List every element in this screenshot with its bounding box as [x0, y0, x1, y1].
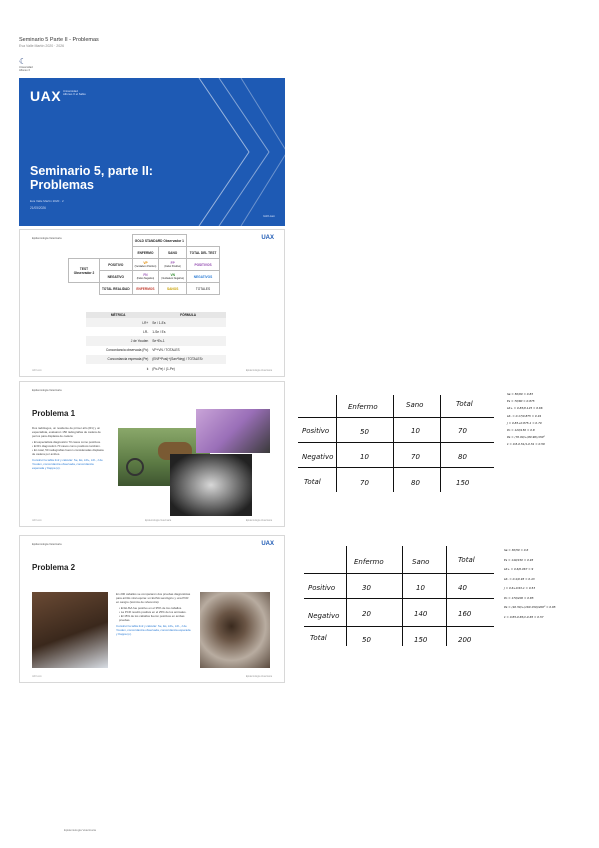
cell-positivos: POSITIVOS [187, 259, 220, 271]
gold-standard-header: GOLD STANDARD Observador 1 [132, 235, 186, 247]
handwritten-calcs-2: Se = 30/50 = 0.6 Es = 140/150 = 0.93 LR+ = 0.6/0.067 = 9 LR- = 0.4/0.93 = 0.43 J = 0.6+0.93-1 = 0.53 Po = 170/200 = 0.85 Pe = (40·50)+(160·150)/200² = 0.65 k = 0.85-0.65/1-0.65 = 0.57 [504, 548, 556, 619]
table-row: Concordancia observada (Po) VP+VN / TOTALES [105, 348, 180, 353]
handwritten-table-1 [298, 395, 494, 495]
slide-problem-2 [19, 535, 285, 683]
handwritten-calcs-1: Se = 50/60 = 0.83 Es = 70/80 = 0.875 LR+ = 0.83/0.125 = 6.66 LR- = 0.17/0.875 = 0.19 J = 0.83+0.875-1 = 0.70 Po = 120/150 = 0.8 Pe = (70·60)+(80·90)/150² k = 0.8-0.51/1-0.51 = 0.59 [507, 392, 545, 447]
col-enfermo: ENFERMO [132, 247, 159, 259]
list-item: • El 15% de los caballos fueron positivos en ambas pruebas. [119, 614, 185, 622]
hand-cell: 160 [458, 610, 472, 618]
row-total-realidad: TOTAL REALIDAD [100, 283, 133, 295]
col-sano: SANO [159, 247, 187, 259]
slide-author: Eva Valle Martín 2020 · 2 [30, 199, 64, 203]
hand-cell: 40 [458, 584, 467, 592]
metrics-col-metric: MÉTRICA [86, 312, 150, 318]
list-item: • La PCR resultó positiva en el 25% de los animales. [119, 610, 187, 614]
cell-vn: VN (Verdadero Negativo) [159, 271, 187, 283]
hand-cell: 70 [360, 479, 369, 487]
row-test-obs2: TEST Observador 2 [69, 259, 100, 283]
slide-footer-left: UAX.com [32, 520, 42, 522]
logo-line1: Universidad [19, 66, 33, 69]
brand-logo: UAX [261, 541, 274, 547]
hand-cell: 50 [362, 636, 371, 644]
hand-col-enfermo: Enfermo [348, 403, 378, 411]
brand-logo: UAX [30, 88, 62, 104]
hand-cell: 50 [360, 428, 369, 436]
slide-formulas [19, 229, 285, 377]
row-negativo: NEGATIVO [100, 271, 133, 283]
university-logo [19, 58, 39, 76]
hand-row-label: Positivo [302, 427, 330, 435]
hand-row-label: Total [304, 478, 321, 486]
brand-subtitle: Universidad Alfonso X el Sabio [63, 89, 86, 97]
hand-row-label: Positivo [308, 584, 336, 592]
table-row: k (Po-Pe) / (1-Pe) [146, 366, 175, 371]
table-row: Concordancia esperada (Pe) (ENF*Posi)+(San*Neg) / TOTALES² [86, 355, 226, 364]
cell-fp: FP (Falso Positivo) [159, 259, 187, 271]
list-item: • En total, 50 radiografías fueron consideradas displasia de cadera por ambos. [32, 448, 104, 456]
hip-xray-photo [170, 454, 252, 516]
metrics-table [86, 312, 226, 373]
hand-row-label: Total [310, 634, 327, 642]
slide-footer-center: Epidemiología Veterinaria [145, 520, 172, 522]
hand-row-label: Negativo [302, 453, 334, 461]
problem-text [32, 426, 104, 470]
slide-footer-left: UAX.com [32, 370, 42, 372]
problem-question: Construir la tabla 2x2 y calcular: Se, Es, LR+, LR-, J de Youden, concordancia observada, concordancia esperada y Kappa (κ). [116, 624, 191, 636]
cell-negativos: NEGATIVOS [187, 271, 220, 283]
slide-problem-1 [19, 381, 285, 527]
table-row: LR- 1-Se / Es [143, 329, 166, 334]
list-item: • El ELISA fue positivo en el 35% de los caballos. [119, 606, 183, 610]
document-title: Seminario 5 Parte II - Problemas [19, 37, 99, 43]
cell-totales: TOTALES [187, 283, 220, 295]
vet-exam-photo [196, 409, 270, 453]
crescent-icon: ☾ [19, 57, 27, 66]
slide-header: Epidemiología Veterinaria [32, 237, 62, 240]
list-item: • El R1 diagnosticó 70 casos como positivos también. [32, 444, 101, 448]
document-subtitle: Eva Valle Martín 2020 · 2026 [19, 44, 65, 48]
slide-cover [19, 78, 285, 226]
problem-title: Problema 1 [32, 409, 76, 418]
list-item: • El especialista diagnosticó 70 casos como positivos. [32, 440, 101, 444]
table-row: LR+ Se / 1-Es [86, 318, 226, 327]
slide-footer-right: Epidemiología Veterinaria [245, 676, 272, 678]
hand-col-sano: Sano [412, 558, 430, 566]
hand-cell: 20 [362, 610, 371, 618]
hand-cell: 10 [360, 453, 369, 461]
hand-cell: 70 [411, 453, 420, 461]
hand-cell: 200 [458, 636, 472, 644]
slide-date: 21/05/2026 [30, 206, 46, 210]
slide-header: Epidemiología Veterinaria [32, 543, 62, 546]
cell-sanos: SANOS [159, 283, 187, 295]
cell-fn: FN (Falso Negativo) [132, 271, 159, 283]
hand-cell: 30 [362, 584, 371, 592]
table-row: J de Youden Se+Es-1 [86, 336, 226, 345]
problem-intro: En 200 caballos se compararon dos pruebas diagnósticas para artritis viral equina: un ELISA serológico y una PCR en sangre (técnica de referencia): [116, 592, 191, 604]
problem-text [116, 592, 192, 636]
handwritten-table-2 [304, 546, 494, 646]
hand-cell: 150 [456, 479, 470, 487]
hand-cell: 10 [416, 584, 425, 592]
gold-standard-table [68, 234, 220, 295]
hand-cell: 70 [458, 427, 467, 435]
horse-eye-photo [200, 592, 270, 668]
metrics-col-formula: FÓRMULA [150, 312, 226, 318]
hand-col-sano: Sano [406, 401, 424, 409]
cell-enfermos: ENFERMOS [132, 283, 159, 295]
cell-vp: VP (Verdadero Positivo) [132, 259, 159, 271]
row-positivo: POSITIVO [100, 259, 133, 271]
hand-cell: 10 [411, 427, 420, 435]
slide-footer-left: UAX.com [32, 676, 42, 678]
hand-row-label: Negativo [308, 612, 340, 620]
hand-cell: 80 [458, 453, 467, 461]
slide-footer: UAX.com [263, 214, 275, 218]
problem-question: Construir la tabla 2x2 y calcular: Se, Es, LR+, LR-, J de Youden, concordancia observada, concordancia esperada y Kappa (κ). [32, 458, 103, 470]
brand-logo: UAX [261, 235, 274, 241]
page-footer: Epidemiología Veterinaria [64, 828, 96, 832]
hand-cell: 140 [414, 610, 428, 618]
hand-col-enfermo: Enfermo [354, 558, 384, 566]
problem-title: Problema 2 [32, 563, 76, 572]
horse-vet-photo [32, 592, 108, 668]
logo-line2: Alfonso X [19, 69, 31, 72]
hand-cell: 80 [411, 479, 420, 487]
hand-col-total: Total [456, 400, 473, 408]
problem-intro: Dos radiólogos, un residente de primer año (R1) y un especialista, evaluaron 150 radiografías de cadera de perros para displasia de cadera: [32, 426, 101, 438]
hand-cell: 150 [414, 636, 428, 644]
col-total-test: TOTAL DEL TEST [187, 247, 220, 259]
hand-col-total: Total [458, 556, 475, 564]
slide-header: Epidemiología Veterinaria [32, 389, 62, 392]
slide-footer-right: Epidemiología Veterinaria [245, 370, 272, 372]
slide-title: Seminario 5, parte II: Problemas [30, 164, 153, 192]
slide-footer-right: Epidemiología Veterinaria [245, 520, 272, 522]
